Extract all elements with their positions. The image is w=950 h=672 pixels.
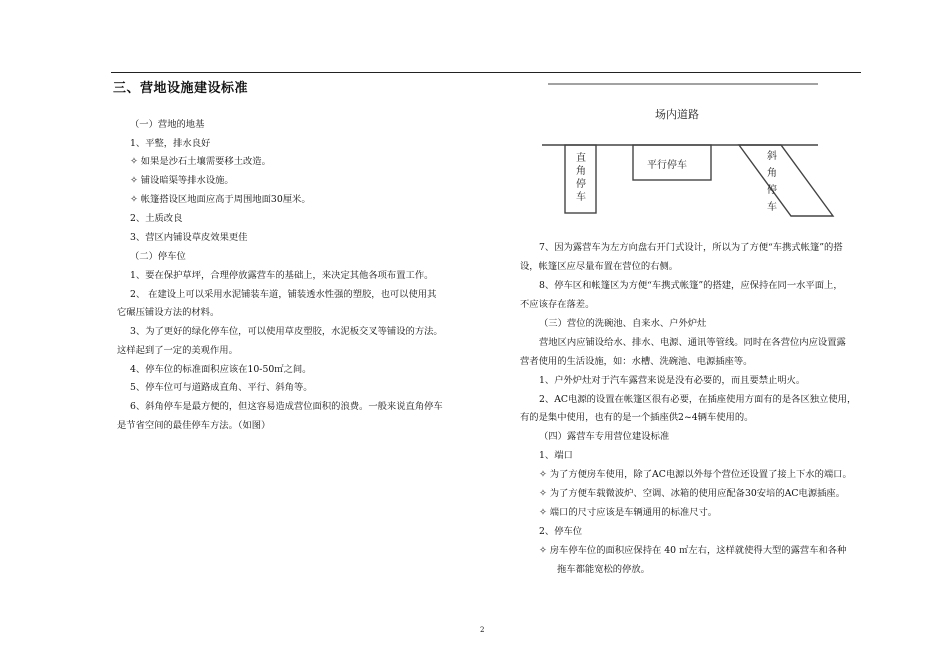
section-title: 三、营地设施建设标准 (113, 81, 249, 96)
subsection-heading: （三）营位的洗碗池、自来水、户外炉灶 (539, 318, 707, 329)
paragraph-line: 7、因为露营车为左方向盘右开门式设计，所以为了方便“车携式帐篷”的搭 (539, 242, 843, 253)
bullet-item: ✧ 帐篷搭设区地面应高于周围地面30厘米。 (130, 194, 311, 205)
paragraph-line: 是节省空间的最佳停车方法。（如图） (117, 420, 271, 431)
paragraph-line: 不应该存在落差。 (520, 299, 595, 310)
paragraph-line: 营地区内应铺设给水、排水、电源、通讯等管线。同时在各营位内应设置露 (539, 337, 846, 348)
paragraph-line: 营者使用的生活设施，如：水槽、洗碗池、电源插座等。 (520, 356, 753, 367)
bullet-item: ✧ 如果是沙石土壤需要移土改造。 (130, 156, 271, 167)
paragraph-line: 8、停车区和帐篷区为方便“车携式帐篷”的搭建，应保持在同一水平面上， (539, 280, 843, 291)
diagonal-label: 斜角停车 (767, 151, 777, 213)
paragraph-line: 它碾压铺设方法的材料。 (117, 307, 220, 318)
header-rule (111, 72, 861, 73)
paragraph-line: 2、土质改良 (130, 213, 183, 224)
paragraph-line: 设，帐篷区应尽量布置在营位的右侧。 (520, 261, 679, 272)
paragraph-line: 1、要在保护草坪，合理停放露营车的基础上，来决定其他各项布置工作。 (130, 270, 434, 281)
paragraph-line: 有的是集中使用，也有的是一个插座供2~4辆车使用的。 (520, 412, 754, 423)
parallel-label: 平行停车 (647, 160, 687, 171)
bullet-item: ✧ 为了方便车载微波炉、空调、冰箱的使用应配备30安培的AC电源插座。 (539, 488, 846, 499)
paragraph-line: 拖车都能宽松的停放。 (557, 564, 650, 575)
paragraph-line: 6、斜角停车是最方便的，但这容易造成营位面积的浪费。一般来说直角停车 (130, 401, 443, 412)
paragraph-line: 2、 在建设上可以采用水泥铺装车道，铺装透水性强的塑胶，也可以使用其 (130, 289, 437, 300)
diagonal-slot (739, 145, 833, 216)
paragraph-line: 4、停车位的标准面积应该在10-50㎡之间。 (130, 364, 312, 375)
subsection-heading: （二）停车位 (130, 251, 186, 262)
bullet-item: ✧ 为了方便房车使用，除了AC电源以外每个营位还设置了接上下水的端口。 (539, 469, 852, 480)
subsection-heading: （一）营地的地基 (130, 119, 205, 130)
paragraph-line: 3、营区内铺设草皮效果更佳 (130, 232, 248, 243)
bullet-item: ✧ 铺设暗渠等排水设施。 (130, 175, 234, 186)
paragraph-line: 这样起到了一定的美观作用。 (117, 345, 238, 356)
bullet-item: ✧ 端口的尺寸应该是车辆通用的标准尺寸。 (539, 507, 718, 518)
subsection-heading: （四）露营车专用营位建设标准 (539, 431, 670, 442)
paragraph-line: 2、停车位 (539, 526, 583, 537)
road-label: 场内道路 (655, 108, 699, 121)
paragraph-line: 1、平整，排水良好 (130, 138, 211, 149)
paragraph-line: 2、AC电源的设置在帐篷区很有必要，在插座使用方面有的是各区独立使用， (539, 394, 857, 405)
parking-diagram (540, 80, 840, 230)
paragraph-line: 1、户外炉灶对于汽车露营来说是没有必要的，而且要禁止明火。 (539, 375, 806, 386)
page-number: 2 (480, 626, 485, 634)
paragraph-line: 3、为了更好的绿化停车位，可以使用草皮塑胶，水泥板交叉等铺设的方法。 (130, 326, 443, 337)
paragraph-line: 1、端口 (539, 450, 573, 461)
right-angle-label: 直角停车 (576, 153, 586, 203)
paragraph-line: 5、停车位可与道路成直角、平行、斜角等。 (130, 382, 313, 393)
bullet-item: ✧ 房车停车位的面积应保持在 40 ㎡左右，这样就使得大型的露营车和各种 (539, 545, 847, 556)
